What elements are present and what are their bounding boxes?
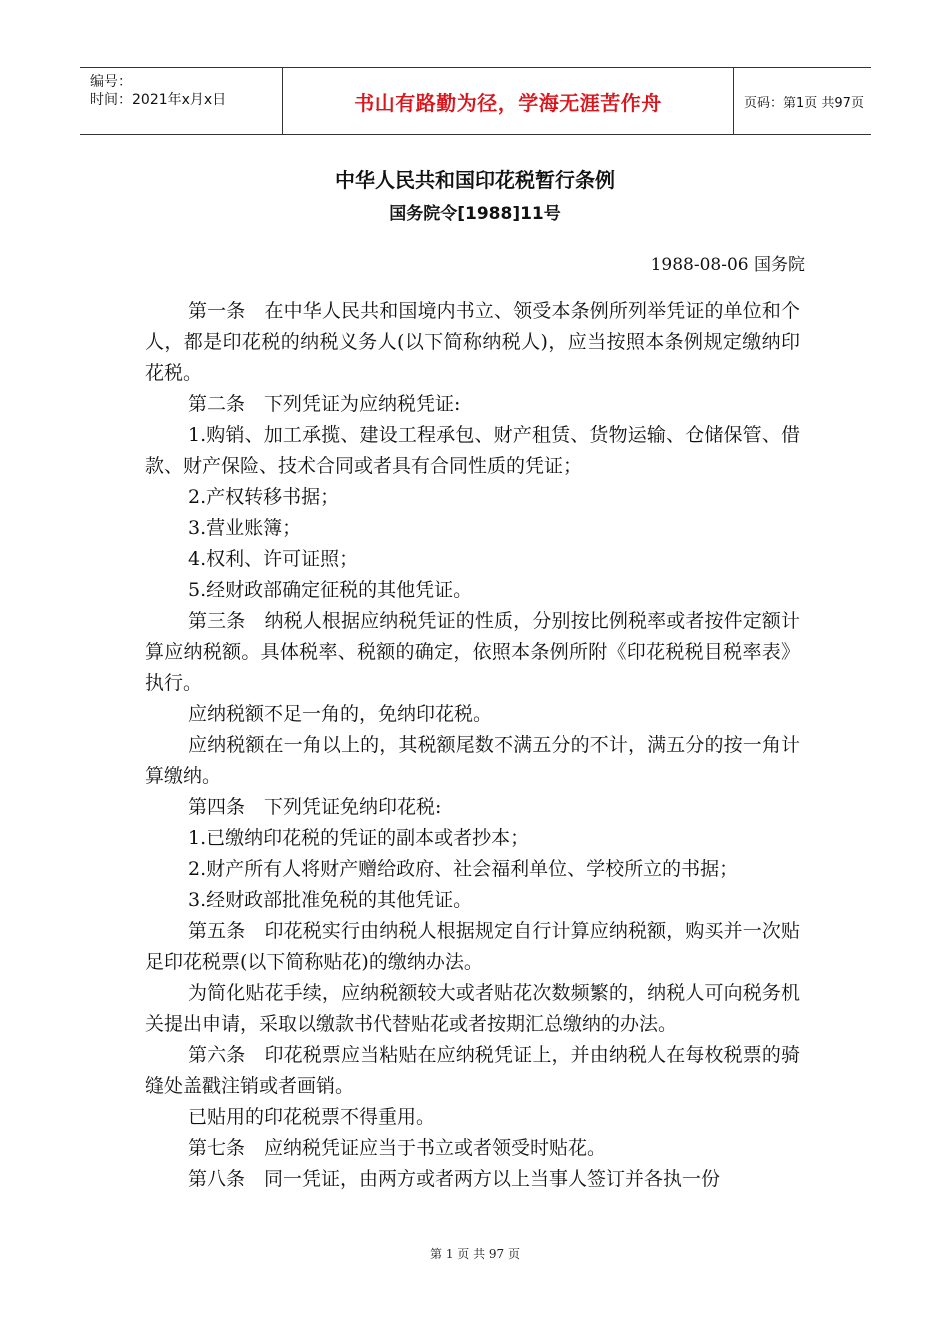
header-motto-cell: [282, 68, 734, 134]
paragraph: 第一条 在中华人民共和国境内书立、领受本条例所列举凭证的单位和个人，都是印花税的纳税义务人(以下简称纳税人)，应当按照本条例规定缴纳印花税。: [145, 300, 800, 384]
paragraph: 第二条 下列凭证为应纳税凭证:: [188, 393, 461, 415]
paragraph: 1.已缴纳印花税的凭证的副本或者抄本；: [188, 827, 530, 849]
document-header: [80, 67, 871, 135]
paragraph: 5.经财政部确定征税的其他凭证。: [188, 579, 473, 601]
paragraph: 第四条 下列凭证免纳印花税:: [188, 796, 442, 818]
motto-text: 书山有路勤为径，学海无涯苦作舟: [354, 90, 662, 115]
number-label: 编号：: [90, 74, 132, 90]
issue-date: 1988-08-06 国务院: [650, 255, 805, 275]
paragraph: 第七条 应纳税凭证应当于书立或者领受时贴花。: [188, 1137, 607, 1159]
paragraph: 2.产权转移书据；: [188, 486, 340, 508]
paragraph: 3.经财政部批准免税的其他凭证。: [188, 889, 473, 911]
paragraph: 应纳税额不足一角的，免纳印花税。: [188, 703, 493, 725]
paragraph: 第五条 印花税实行由纳税人根据规定自行计算应纳税额，购买并一次贴足印花税票(以下简称贴花)的缴纳办法。: [145, 920, 800, 973]
page-footer: 第 1 页 共 97 页: [430, 1247, 520, 1261]
time-label: 时间：2021年x月x日: [90, 92, 227, 108]
paragraph: 已贴用的印花税票不得重用。: [188, 1106, 436, 1128]
document-title: 中华人民共和国印花税暂行条例: [335, 168, 615, 192]
paragraph: 第六条 印花税票应当粘贴在应纳税凭证上，并由纳税人在每枚税票的骑缝处盖戳注销或者画销。: [145, 1044, 800, 1097]
paragraph: 第八条 同一凭证，由两方或者两方以上当事人签订并各执一份: [188, 1168, 721, 1190]
paragraph: 第三条 纳税人根据应纳税凭证的性质，分别按比例税率或者按件定额计算应纳税额。具体税率、税额的确定，依照本条例所附《印花税税目税率表》执行。: [145, 610, 800, 694]
header-meta: [80, 68, 282, 134]
paragraph: 2.财产所有人将财产赠给政府、社会福利单位、学校所立的书据；: [188, 858, 739, 880]
document-subtitle: 国务院令[1988]11号: [389, 204, 561, 224]
paragraph: 1.购销、加工承揽、建设工程承包、财产租赁、货物运输、仓储保管、借款、财产保险、技术合同或者具有合同性质的凭证；: [145, 424, 800, 477]
paragraph: 应纳税额在一角以上的，其税额尾数不满五分的不计，满五分的按一角计算缴纳。: [145, 734, 800, 787]
paragraph: 3.营业账簿；: [188, 517, 302, 539]
document-body: [145, 296, 800, 1195]
paragraph: 4.权利、许可证照；: [188, 548, 359, 570]
paragraph: 为简化贴花手续，应纳税额较大或者贴花次数频繁的，纳税人可向税务机关提出申请，采取以缴款书代替贴花或者按期汇总缴纳的办法。: [145, 982, 800, 1035]
header-page-info: 页码：第1页 共97页: [744, 95, 864, 111]
